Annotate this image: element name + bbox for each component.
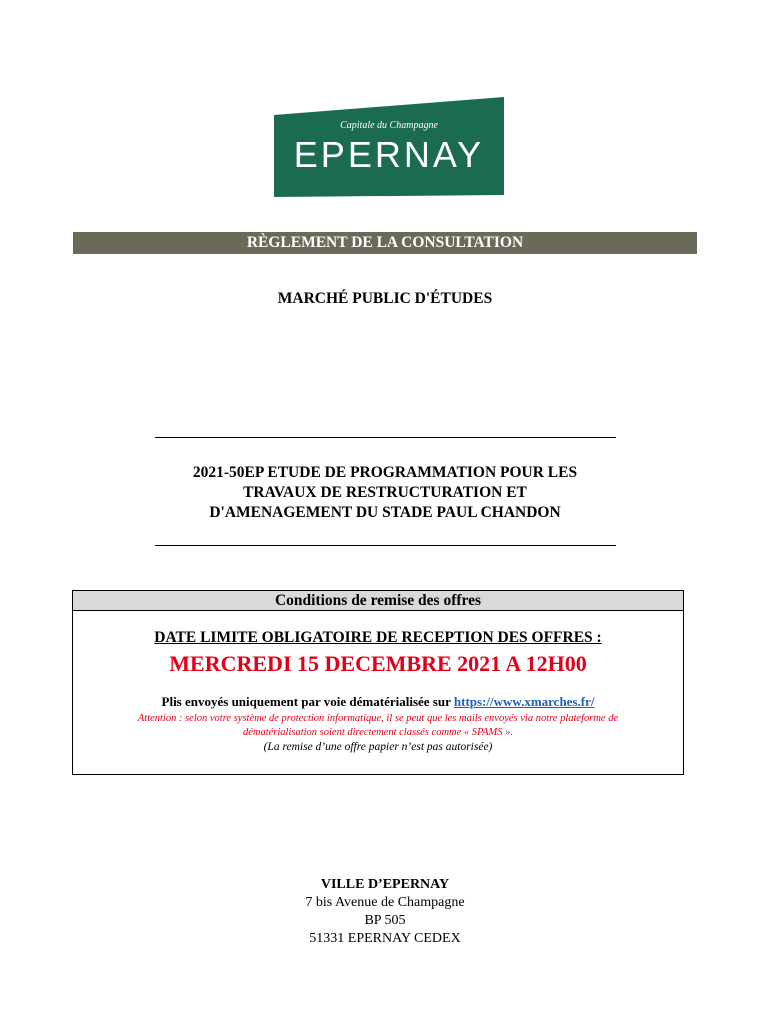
contract-type-subtitle: MARCHÉ PUBLIC D'ÉTUDES bbox=[277, 290, 493, 307]
project-title-line-3: D'AMENAGEMENT DU STADE PAUL CHANDON bbox=[209, 504, 561, 521]
address-street: 7 bis Avenue de Champagne bbox=[305, 895, 465, 910]
issuer-name: VILLE D’EPERNAY bbox=[320, 877, 450, 892]
spam-warning-line-2: dématérialisation soient directement classés comme « SPAMS ». bbox=[242, 727, 514, 738]
project-title-line-1: 2021-50EP ETUDE DE PROGRAMMATION POUR LES bbox=[192, 464, 578, 481]
logo-name: EPERNAY bbox=[293, 134, 485, 175]
conditions-header: Conditions de remise des offres bbox=[73, 591, 683, 611]
spam-warning-line-1: Attention : selon votre système de protection informatique, il se peut que les mails envoyés via notre plateforme de bbox=[137, 713, 619, 724]
issuer-address bbox=[0, 876, 770, 948]
title-rule-bottom bbox=[155, 545, 616, 546]
spam-warning bbox=[73, 712, 683, 740]
submission-method-text: Plis envoyés uniquement par voie dématérialisée sur bbox=[161, 694, 454, 709]
submission-conditions-box bbox=[72, 590, 684, 775]
address-po-box: BP 505 bbox=[364, 913, 406, 928]
epernay-logo bbox=[272, 97, 506, 197]
paper-offer-note: (La remise d’une offre papier n’est pas autorisée) bbox=[263, 741, 493, 753]
project-title-line-2: TRAVAUX DE RESTRUCTURATION ET bbox=[243, 484, 527, 501]
logo-tagline: Capitale du Champagne bbox=[340, 120, 438, 131]
title-rule-top bbox=[155, 437, 616, 438]
submission-method bbox=[73, 694, 683, 710]
deadline-date: MERCREDI 15 DECEMBRE 2021 A 12H00 bbox=[169, 651, 587, 676]
deadline-label: DATE LIMITE OBLIGATOIRE DE RECEPTION DES OFFRES : bbox=[154, 629, 602, 646]
project-title bbox=[120, 463, 650, 523]
address-city: 51331 EPERNAY CEDEX bbox=[309, 931, 461, 946]
xmarches-link[interactable]: https://www.xmarches.fr/ bbox=[453, 694, 595, 709]
document-type-banner: RÈGLEMENT DE LA CONSULTATION bbox=[73, 232, 697, 254]
epernay-logo-graphic bbox=[272, 97, 506, 197]
